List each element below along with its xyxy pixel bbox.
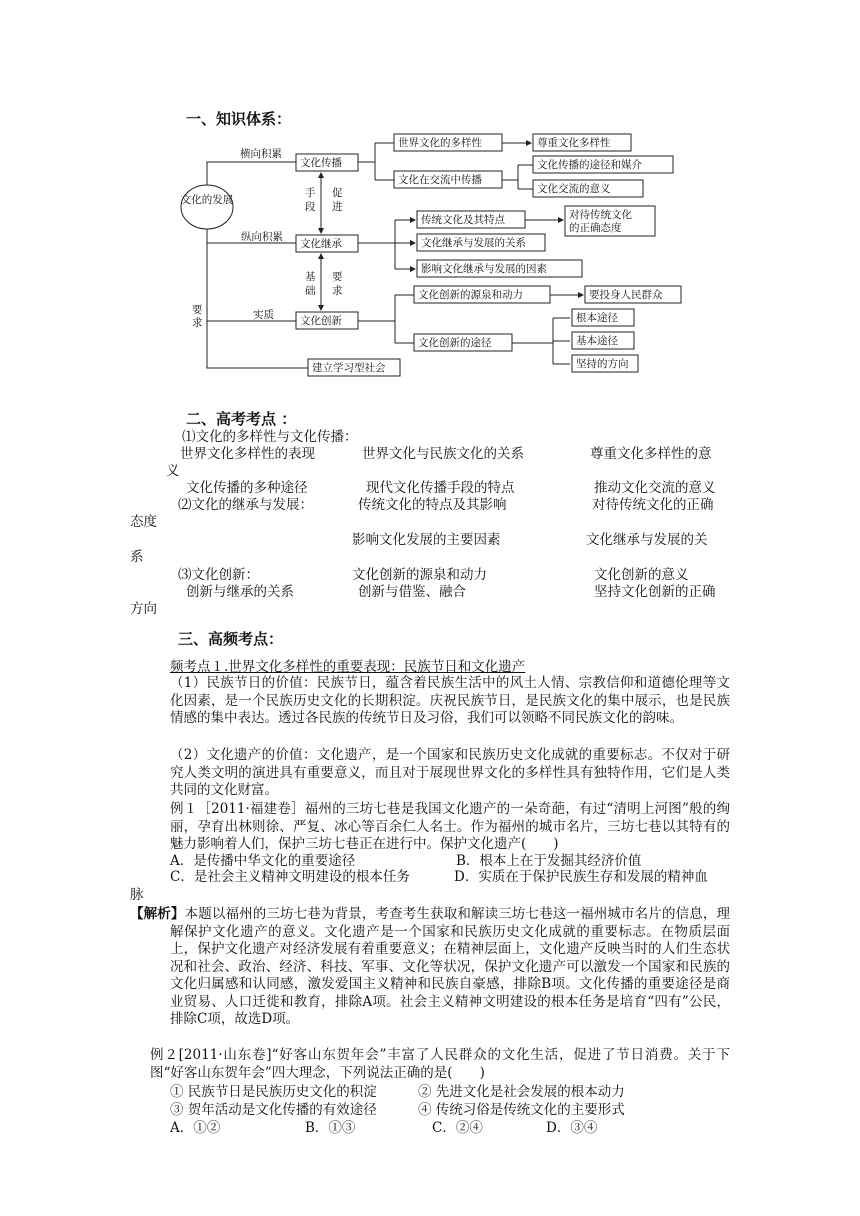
analysis-label: 【解析】: [130, 906, 185, 922]
paragraph-festival: （1）民族节日的价值：民族节日，蕴含着民族生活中的风土人情、宗教信仰和道德伦理等文化因素，是一个民族历史文化的长期积淀。庆祝民族节日，是民族文化的集中展示，也是民族情感的集中表达。透过各民族的传统节日及习俗，我们可以领略不同民族文化的韵味。: [170, 675, 730, 726]
node-factors: 影响文化继承与发展的因素: [421, 263, 547, 275]
g1-c2: 义: [166, 463, 180, 479]
g2-c: 影响文化发展的主要因素: [352, 532, 501, 548]
section2-title: 二、高考考点 ：: [186, 410, 297, 428]
node-learning: 建立学习型社会: [312, 362, 386, 374]
g2-head: ⑵文化的继承与发展：: [178, 497, 313, 513]
ex2-statement-2: ② 先进文化是社会发展的根本动力: [418, 1084, 625, 1100]
ex2-option-c: C．②④: [432, 1120, 483, 1136]
section1-title: 一、知识体系：: [186, 110, 292, 128]
label-horizontal: 横向积累: [240, 148, 282, 160]
g2-a: 传统文化的特点及其影响: [358, 497, 507, 513]
section3-title: 三、高频考点：: [178, 630, 284, 648]
example-2: 例２[2011·山东卷]“好客山东贺年会”丰富了人民群众的文化生活，促进了节日消费。关于下图“好客山东贺年会”四大理念，下列说法正确的是( ): [150, 1047, 730, 1081]
example-1: 例１［2011·福建卷］福州的三坊七巷是我国文化遗产的一朵奇葩，有过“清明上河图”般的绚丽，孕育出林则徐、严复、冰心等百余仁人名士。作为福州的城市名片，三坊七巷以其特有的魅力影响着人们，保护三坊七巷正在进行中。保护文化遗产( ): [170, 801, 730, 852]
g3-head: ⑶文化创新：: [178, 567, 259, 583]
root-ellipse: [181, 185, 233, 229]
g1-b: 世界文化与民族文化的关系: [362, 446, 524, 462]
label-means-1: 手: [305, 187, 316, 199]
label-vertical: 纵向积累: [241, 231, 283, 243]
g3-d: 创新与借鉴、融合: [358, 584, 466, 600]
node-diversity: 世界文化的多样性: [398, 137, 482, 149]
g1-d: 文化传播的多种途径: [186, 480, 308, 496]
ex2-statement-3: ③ 贺年活动是文化传播的有效途径: [170, 1102, 377, 1118]
ex1-option-d: D．实质在于保护民族生存和发展的精神血: [454, 869, 708, 885]
g2-b: 对待传统文化的正确: [592, 497, 714, 513]
paragraph-heritage: （2）文化遗产的价值：文化遗产，是一个国家和民族历史文化成就的重要标志。不仅对于研究人类文明的演进具有重要意义，而且对于展现世界文化的多样性具有独特作用，它们是人类共同的文化财富。: [170, 747, 730, 798]
label-require-1: 要: [192, 304, 203, 316]
node-practice: 要投身人民群众: [589, 289, 663, 301]
label-means-2: 段: [305, 201, 316, 213]
g3-e2: 方向: [130, 601, 157, 617]
label-promote-1: 促: [332, 187, 343, 199]
root-label: 文化的发展: [180, 194, 234, 206]
label-demand-2: 求: [332, 285, 343, 297]
node-attitude-2: 的正确态度: [569, 222, 622, 234]
analysis-text: 本题以福州的三坊七巷为背景，考查考生获取和解读三坊七巷这一福州城市名片的信息，理解保护文化遗产的意义。文化遗产是一个国家和民族历史文化成就的重要标志。在物质层面上，保护文化遗产对经济发展有着重要意义；在精神层面上，文化遗产反映当时的人们生态状况和社会、政治、经济、科技、军事、文化等状况，保护文化遗产可以激发一个国家和民族的文化归属感和认同感，激发爱国主义精神和民族自豪感，排除B项。文化传播的重要途径是商业贸易、人口迁徙和教育，排除A项。社会主义精神文明建设的根本任务是培育“四有”公民，排除C项，故选D项。: [170, 906, 731, 1027]
ex2-option-d: D．③④: [546, 1120, 598, 1136]
ex1-option-d2: 脉: [130, 887, 144, 903]
knowledge-diagram: [0, 0, 860, 400]
ex2-statement-4: ④ 传统习俗是传统文化的主要形式: [418, 1102, 625, 1118]
ex2-option-b: B．①③: [305, 1120, 356, 1136]
node-respect: 尊重文化多样性: [537, 137, 611, 149]
g1-head: ⑴文化的多样性与文化传播：: [182, 429, 358, 445]
node-meaning: 文化交流的意义: [537, 183, 611, 195]
label-basis-2: 础: [305, 285, 316, 297]
label-basis-1: 基: [305, 271, 316, 283]
analysis-block: [130, 906, 731, 1029]
g1-f: 推动文化交流的意义: [594, 480, 716, 496]
label-demand-1: 要: [332, 271, 343, 283]
node-exchange: 文化在交流中传播: [398, 174, 482, 186]
g3-b: 文化创新的意义: [594, 567, 689, 583]
g3-a: 文化创新的源泉和动力: [352, 567, 487, 583]
g3-e: 坚持文化创新的正确: [594, 584, 716, 600]
node-source: 文化创新的源泉和动力: [418, 289, 523, 301]
g2-b2: 态度: [130, 514, 157, 530]
node-traditional: 传统文化及其特点: [421, 214, 505, 226]
node-channels: 文化传播的途径和媒介: [537, 159, 642, 171]
ex1-option-b: B．根本上在于发掘其经济价值: [456, 853, 642, 869]
ex2-option-a: A．①②: [170, 1120, 221, 1136]
g1-c: 尊重文化多样性的意: [590, 446, 712, 462]
node-direction: 坚持的方向: [576, 358, 629, 370]
g2-d: 文化继承与发展的关: [586, 532, 708, 548]
label-essence: 实质: [253, 309, 274, 321]
label-promote-2: 进: [332, 201, 343, 213]
node-relation: 文化继承与发展的关系: [421, 237, 526, 249]
node-inherit: 文化继承: [300, 238, 342, 250]
node-path: 文化创新的途径: [418, 337, 492, 349]
node-basic: 基本途径: [576, 335, 618, 347]
g3-c: 创新与继承的关系: [186, 584, 294, 600]
ex1-option-c: C．是社会主义精神文明建设的根本任务: [170, 869, 410, 885]
node-attitude-1: 对待传统文化: [569, 209, 632, 221]
g2-d2: 系: [130, 549, 144, 565]
ex2-statement-1: ① 民族节日是民族历史文化的积淀: [170, 1084, 377, 1100]
ex1-option-a: A．是传播中华文化的重要途径: [170, 853, 356, 869]
point-title: 频考点１.世界文化多样性的重要表现：民族节日和文化遗产: [170, 659, 526, 675]
label-require-2: 求: [192, 317, 203, 329]
g1-e: 现代文化传播手段的特点: [366, 480, 515, 496]
node-spread: 文化传播: [300, 157, 342, 169]
node-fundamental: 根本途径: [576, 312, 618, 324]
node-innovate: 文化创新: [300, 315, 342, 327]
g1-a: 世界文化多样性的表现: [180, 446, 315, 462]
